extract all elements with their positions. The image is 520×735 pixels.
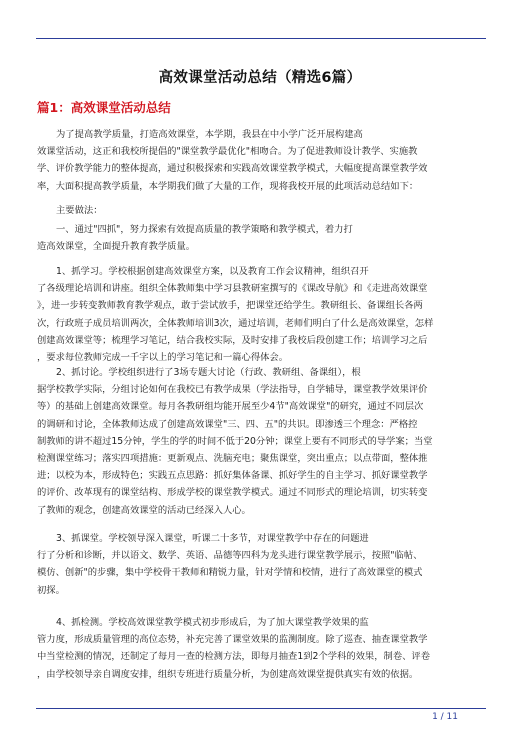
text-line: 的评价、改革现有的课堂结构、形成学校的课堂教学模式。通过不同形式的理论培训，切实转变: [37, 487, 428, 499]
text-line: 了各级理论培训和讲座。组织全体教师集中学习县教研室撰写的《课改导航》和《走进高效课堂: [37, 283, 428, 295]
text-line: 4、抓检测。学校高效课堂教学模式初步形成后，为了加大课堂教学效果的监: [56, 617, 369, 628]
text-line: 1、抓学习。学校根据创建高效课堂方案，以及教育工作会议精神，组织召开: [56, 266, 369, 277]
text-line: 制教师的讲不超过15分钟，学生的学的时间不低于20分钟；课堂上要有不同形式的导学案；当堂: [37, 435, 433, 447]
text-line: 行了分析和诊断，并以语文、数学、英语、品德等四科为龙头进行课堂教学展示，按照"临帖、: [37, 550, 423, 562]
text-line: 》，进一步转变教师教育教学观点，敢于尝试放手，把课堂还给学生。教研组长、备课组长各两: [37, 300, 423, 312]
paragraph-four-focus: [37, 221, 485, 255]
text-line: ，由学校领导亲自调度安排，组织专班进行质量分析，为创建高效课堂提供真实有效的依据。: [37, 668, 419, 680]
paragraph-testing: [37, 614, 485, 683]
text-line: 中当堂检测的情况，还制定了每月一查的检测方法，即每月抽查1到2个学科的效果，制卷、评卷: [37, 651, 431, 663]
text-line: 进；以校为本，形成特色；实践五点思路：抓好集体备课、抓好学生的自主学习、抓好课堂教学: [37, 470, 428, 482]
header-rule: [36, 38, 486, 39]
text-line: 主要做法：: [56, 205, 103, 216]
page-number: 1 / 11: [432, 712, 458, 722]
paragraph-study: [37, 263, 485, 366]
text-line: 造高效课堂，全面提升教育教学质量。: [37, 241, 196, 253]
text-line: 检测课堂练习；落实四项措施：更新观点、洗脑充电；聚焦课堂，突出重点；以点带面，整体推: [37, 453, 428, 465]
text-line: 管力度，形成质量管理的高位态势，补充完善了课堂效果的监测制度。除了巡查、抽查课堂教学: [37, 634, 428, 646]
text-line: 据学校教学实际，分组讨论如何在我校已有教学成果（学法指导，自学辅导，课堂教学效果评价: [37, 384, 428, 396]
document-title: 高效课堂活动总结（精选6篇）: [158, 70, 362, 86]
paragraph-classroom: [37, 530, 485, 599]
text-line: 的调研和讨论，全体教师达成了创建高效课堂"三、四、五"的共识。即渗透三个理念：严格控: [37, 418, 418, 430]
text-line: 创建高效课堂等；梳理学习笔记，结合我校实际，及时安排了我校后段创建工作；培训学习之后: [37, 334, 428, 346]
text-line: 次，行政班子成员培训两次，全体教师培训3次，通过培训，老师们明白了什么是高效课堂，怎样: [37, 317, 434, 329]
text-line: 初探。: [37, 584, 65, 596]
text-line: 了教师的观念，创建高效课堂的活动已经深入人心。: [37, 504, 251, 516]
paragraph-intro: [37, 126, 485, 195]
text-line: ，要求每位教师完成一千字以上的学习笔记和一篇心得体会。: [37, 352, 289, 364]
footer-rule: [36, 708, 486, 709]
text-line: 模仿、创新"的步骤，集中学校骨干教师和精锐力量，针对学情和校情，进行了高效课堂的模式: [37, 567, 423, 579]
text-line: 等）的基础上创建高效课堂。每月各教研组均能开展至少4节"高效课堂"的研究，通过不同层次: [37, 401, 424, 413]
paragraph-discussion: [37, 364, 485, 519]
text-line: 3、抓课堂。学校领导深入课堂，听课二十多节，对课堂教学中存在的问题进: [56, 533, 369, 544]
text-line: 效课堂活动，这正和我校所提倡的"课堂教学最优化"相吻合。为了促进教师设计教学、实施教: [37, 146, 418, 158]
section-heading: 篇1：高效课堂活动总结: [37, 100, 171, 115]
text-line: 为了提高教学质量，打造高效课堂，本学期，我县在中小学广泛开展构建高: [56, 129, 363, 140]
text-line: 2、抓讨论。学校组织进行了3场专题大讨论（行政、教研组、备课组），根: [56, 367, 361, 378]
text-line: 一、通过"四抓"，努力探索有效提高质量的教学策略和教学模式，着力打: [56, 224, 353, 235]
text-line: 学、评价教学能力的整体提高，通过积极探索和实践高效课堂教学模式，大幅度提高课堂教学效: [37, 163, 428, 175]
paragraph-main-methods: [37, 202, 485, 219]
text-line: 率，大面积提高教学质量，本学期我们做了大量的工作，现将我校开展的此项活动总结如下：: [37, 180, 419, 192]
